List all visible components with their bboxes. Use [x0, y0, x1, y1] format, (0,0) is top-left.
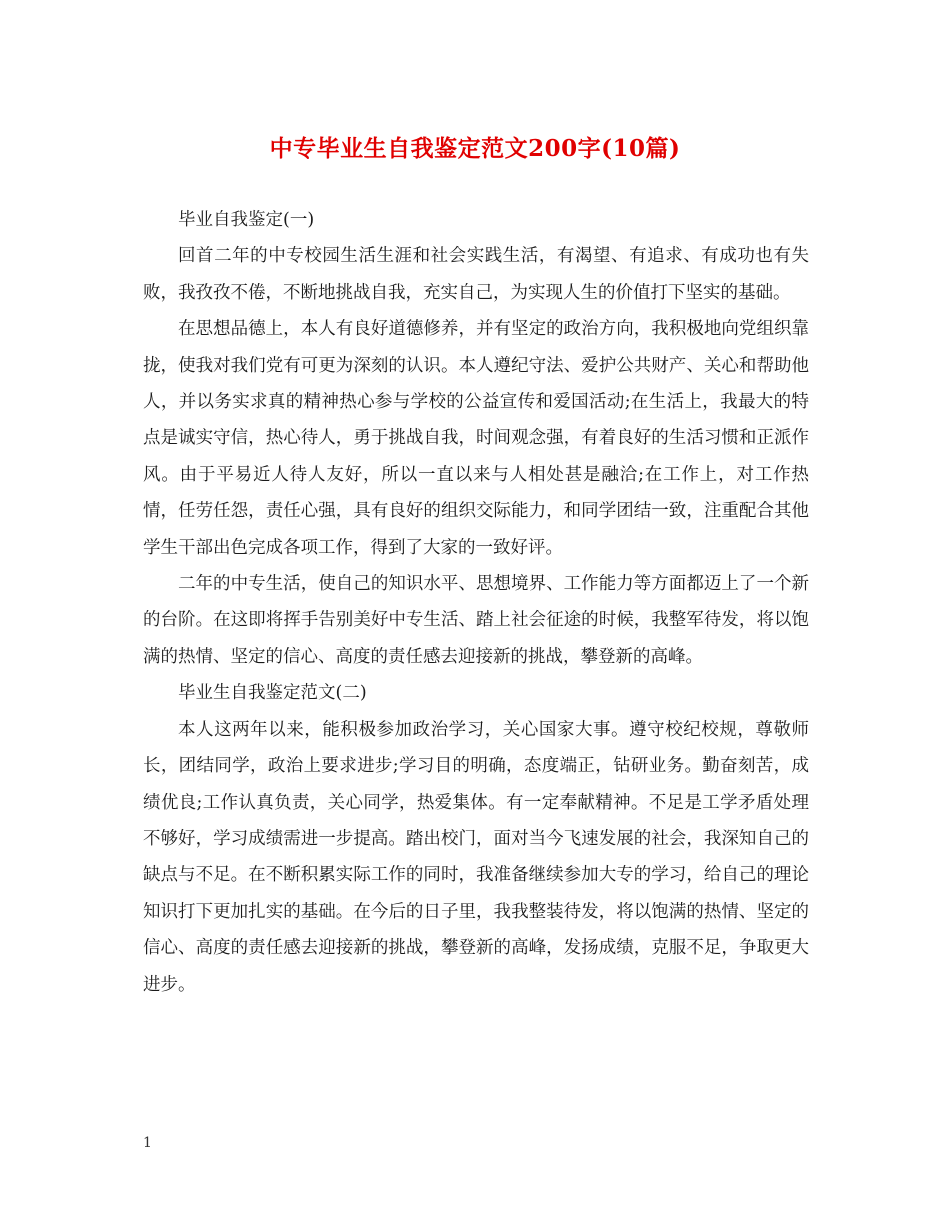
paragraph: 二年的中专生活，使自己的知识水平、思想境界、工作能力等方面都迈上了一个新的台阶。在这即将挥手告别美好中专生活、踏上社会征途的时候，我整军待发，将以饱满的热情、坚定的信心、高度的责任感去迎接新的挑战，攀登新的高峰。 [143, 574, 809, 667]
document-title: 中专毕业生自我鉴定范文200字(10篇) [269, 135, 681, 162]
section-heading-2: 毕业生自我鉴定范文(二) [178, 683, 367, 704]
paragraph: 在思想品德上，本人有良好道德修养，并有坚定的政治方向，我积极地向党组织靠拢，使我对我们党有可更为深刻的认识。本人遵纪守法、爱护公共财产、关心和帮助他人，并以务实求真的精神热心参与学校的公益宣传和爱国活动;在生活上，我最大的特点是诚实守信，热心待人，勇于挑战自我，时间观念强，有着良好的生活习惯和正派作风。由于平易近人待人友好，所以一直以来与人相处甚是融洽;在工作上，对工作热情，任劳任怨，责任心强，具有良好的组织交际能力，和同学团结一致，注重配合其他学生干部出色完成各项工作，得到了大家的一致好评。 [143, 319, 809, 558]
document-body [143, 202, 809, 1003]
page-number: 1 [143, 1135, 152, 1151]
paragraph: 回首二年的中专校园生活生涯和社会实践生活，有渴望、有追求、有成功也有失败，我孜孜不倦，不断地挑战自我，充实自己，为实现人生的价值打下坚实的基础。 [143, 246, 809, 303]
paragraph: 本人这两年以来，能积极参加政治学习，关心国家大事。遵守校纪校规，尊敬师长，团结同学，政治上要求进步;学习目的明确，态度端正，钻研业务。勤奋刻苦，成绩优良;工作认真负责，关心同学，热爱集体。有一定奉献精神。不足是工学矛盾处理不够好，学习成绩需进一步提高。踏出校门，面对当今飞速发展的社会，我深知自己的缺点与不足。在不断积累实际工作的同时，我准备继续参加大专的学习，给自己的理论知识打下更加扎实的基础。在今后的日子里，我我整装待发，将以饱满的热情、坚定的信心、高度的责任感去迎接新的挑战，攀登新的高峰，发扬成绩，克服不足，争取更大进步。 [143, 719, 809, 995]
section-heading-1: 毕业自我鉴定(一) [178, 210, 315, 230]
